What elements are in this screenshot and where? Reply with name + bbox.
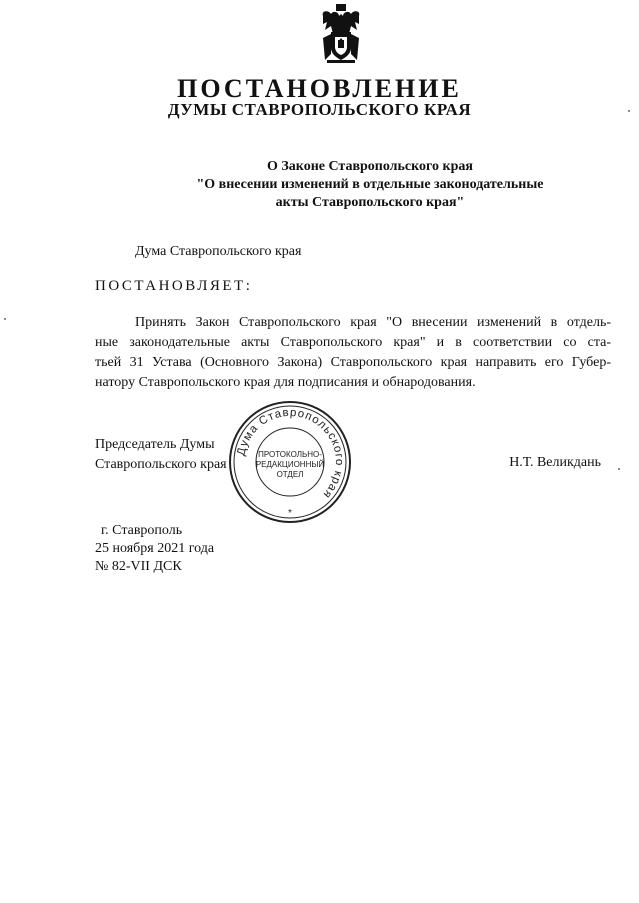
stamp-ring-text: Дума Ставропольского края (235, 406, 346, 501)
body-line: тьей 31 Устава (Основного Закона) Ставропольского края направить его Губер- (95, 355, 611, 370)
footer-city: г. Ставрополь (101, 523, 183, 538)
stamp-center-line: ОТДЕЛ (276, 470, 304, 479)
scan-speck (618, 468, 620, 470)
decree-heading: ПОСТАНОВЛЯЕТ: (95, 278, 253, 294)
signatory-name: Н.Т. Великдань (509, 455, 601, 470)
scan-speck (628, 110, 630, 112)
stamp-center-line: РЕДАКЦИОННЫЙ (255, 460, 325, 469)
official-stamp (228, 400, 352, 524)
law-title-line: "О внесении изменений в отдельные законодательные (196, 177, 544, 192)
position-line: Председатель Думы (95, 437, 215, 452)
body-line: ные законодательные акты Ставропольского края" и в соответствии со ста- (95, 335, 611, 350)
footer-date: 25 ноября 2021 года (95, 541, 215, 556)
document-subtitle: ДУМЫ СТАВРОПОЛЬСКОГО КРАЯ (167, 100, 472, 119)
stamp-center-line: ПРОТОКОЛЬНО- (258, 450, 322, 459)
footer-number: № 82-VII ДСК (95, 559, 182, 574)
document-title: ПОСТАНОВЛЕНИЕ (177, 74, 462, 103)
intro-text: Дума Ставропольского края (135, 244, 302, 259)
decree-body (95, 313, 611, 393)
law-title-line: акты Ставропольского края" (275, 195, 465, 210)
document-footer (95, 522, 214, 576)
body-line: Принять Закон Ставропольского края "О внесении изменений в отдель- (135, 315, 611, 330)
stamp-star-icon: * (288, 508, 292, 519)
signatory-position (95, 435, 227, 475)
scan-speck (4, 318, 6, 320)
position-line: Ставропольского края (95, 457, 227, 472)
body-line: натору Ставропольского края для подписания и обнародования. (95, 375, 476, 390)
law-title-line: О Законе Ставропольского края (267, 159, 473, 174)
law-title (120, 158, 620, 212)
coat-of-arms-icon (319, 4, 363, 64)
